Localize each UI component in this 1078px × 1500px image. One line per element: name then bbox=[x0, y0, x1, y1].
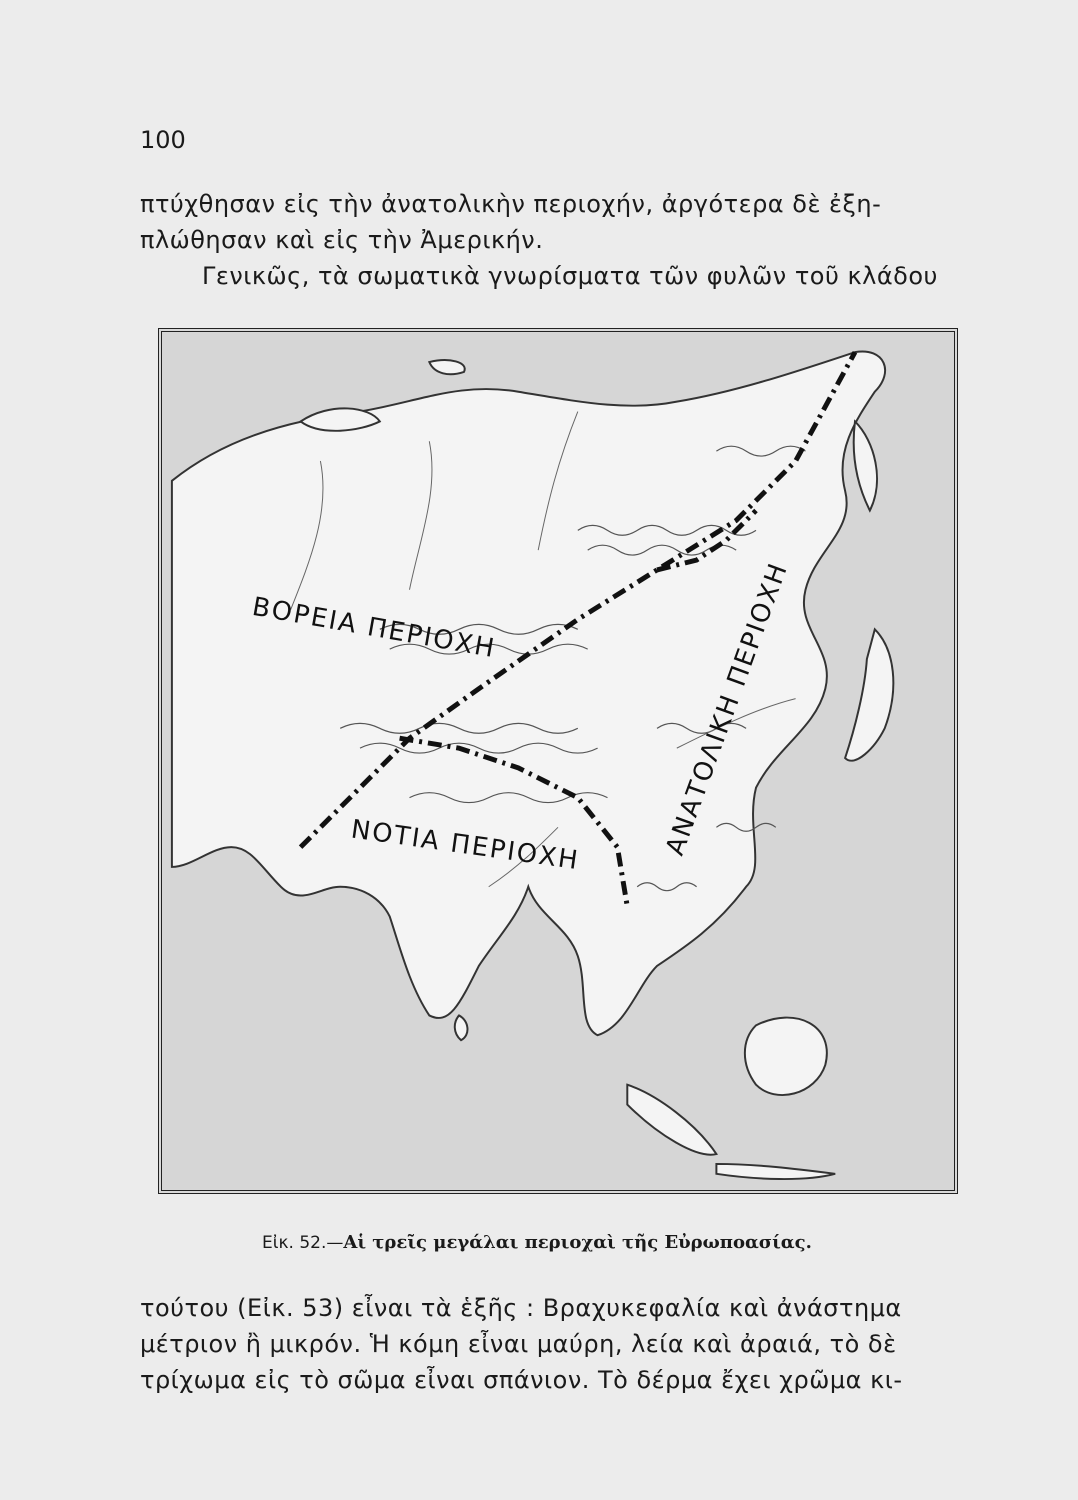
text-line: πτύχθησαν εἰς τὴν ἀνατολικὴν περιοχήν, ἀργότερα δὲ ἐξη- bbox=[140, 190, 882, 218]
text-line: τρίχωμα εἰς τὸ σῶμα εἶναι σπάνιον. Τὸ δέρμα ἔχει χρῶμα κι- bbox=[140, 1366, 903, 1394]
paragraph-bottom bbox=[140, 1290, 970, 1398]
asia-map-figure bbox=[158, 328, 958, 1194]
caption-lead: Εἰκ. 52.— bbox=[262, 1233, 344, 1253]
asia-map bbox=[162, 332, 954, 1190]
figure-caption bbox=[262, 1232, 812, 1253]
label-east-region: ΑΝΑΤΟΛΙΚΗ ΠΕΡΙΟΧΗ bbox=[660, 558, 795, 860]
paragraph-top bbox=[140, 186, 970, 294]
text-line: μέτριον ἢ μικρόν. Ἡ κόμη εἶναι μαύρη, λεία καὶ ἀραιά, τὸ δὲ bbox=[140, 1330, 897, 1358]
label-north-region: ΒΟΡΕΙΑ ΠΕΡΙΟΧΗ bbox=[249, 591, 499, 665]
label-south-region: ΝΟΤΙΑ ΠΕΡΙΟΧΗ bbox=[349, 814, 582, 877]
text-line: Γενικῶς, τὰ σωματικὰ γνωρίσματα τῶν φυλῶν τοῦ κλάδου bbox=[202, 262, 938, 290]
caption-text: Αἱ τρεῖς μεγάλαι περιοχαὶ τῆς Εὐρωποασίας. bbox=[343, 1232, 812, 1253]
text-line: τούτου (Εἰκ. 53) εἶναι τὰ ἑξῆς : Βραχυκεφαλία καὶ ἀνάστημα bbox=[140, 1294, 902, 1322]
text-line: πλώθησαν καὶ εἰς τὴν Ἀμερικήν. bbox=[140, 226, 544, 254]
page-number: 100 bbox=[140, 126, 186, 154]
